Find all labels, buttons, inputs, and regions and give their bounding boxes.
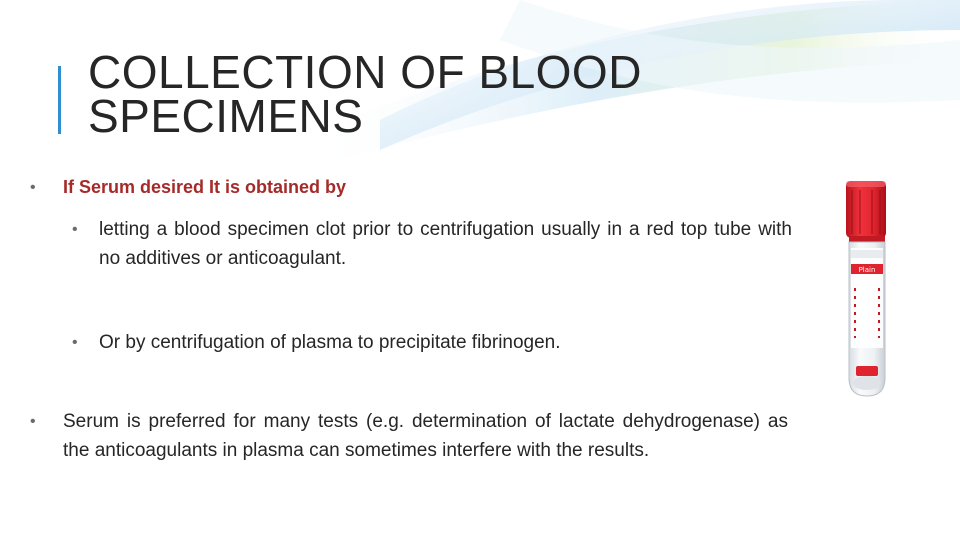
bullet-text: If Serum desired It is obtained by: [63, 177, 347, 197]
title-accent-bar: [58, 66, 61, 134]
tube-label: Plain: [858, 266, 876, 274]
bullet-dot: •: [30, 179, 36, 196]
bullet-text: letting a blood specimen clot prior to centrifugation usually in a red top tube with no additives or anticoagulant.: [99, 219, 792, 269]
blood-tube-image: [838, 178, 896, 403]
bullet-dot: •: [30, 413, 36, 430]
bullet-text: Serum is preferred for many tests (e.g. determination of lactate dehydrogenase) as the anticoagulants in plasma can sometimes interfere with the results.: [63, 411, 788, 461]
bullet-text: Or by centrifugation of plasma to precipitate fibrinogen.: [99, 332, 561, 353]
slide-title: COLLECTION OF BLOOD SPECIMENS: [88, 46, 642, 142]
bullet-dot: •: [72, 334, 78, 351]
bullet-dot: •: [72, 221, 78, 238]
